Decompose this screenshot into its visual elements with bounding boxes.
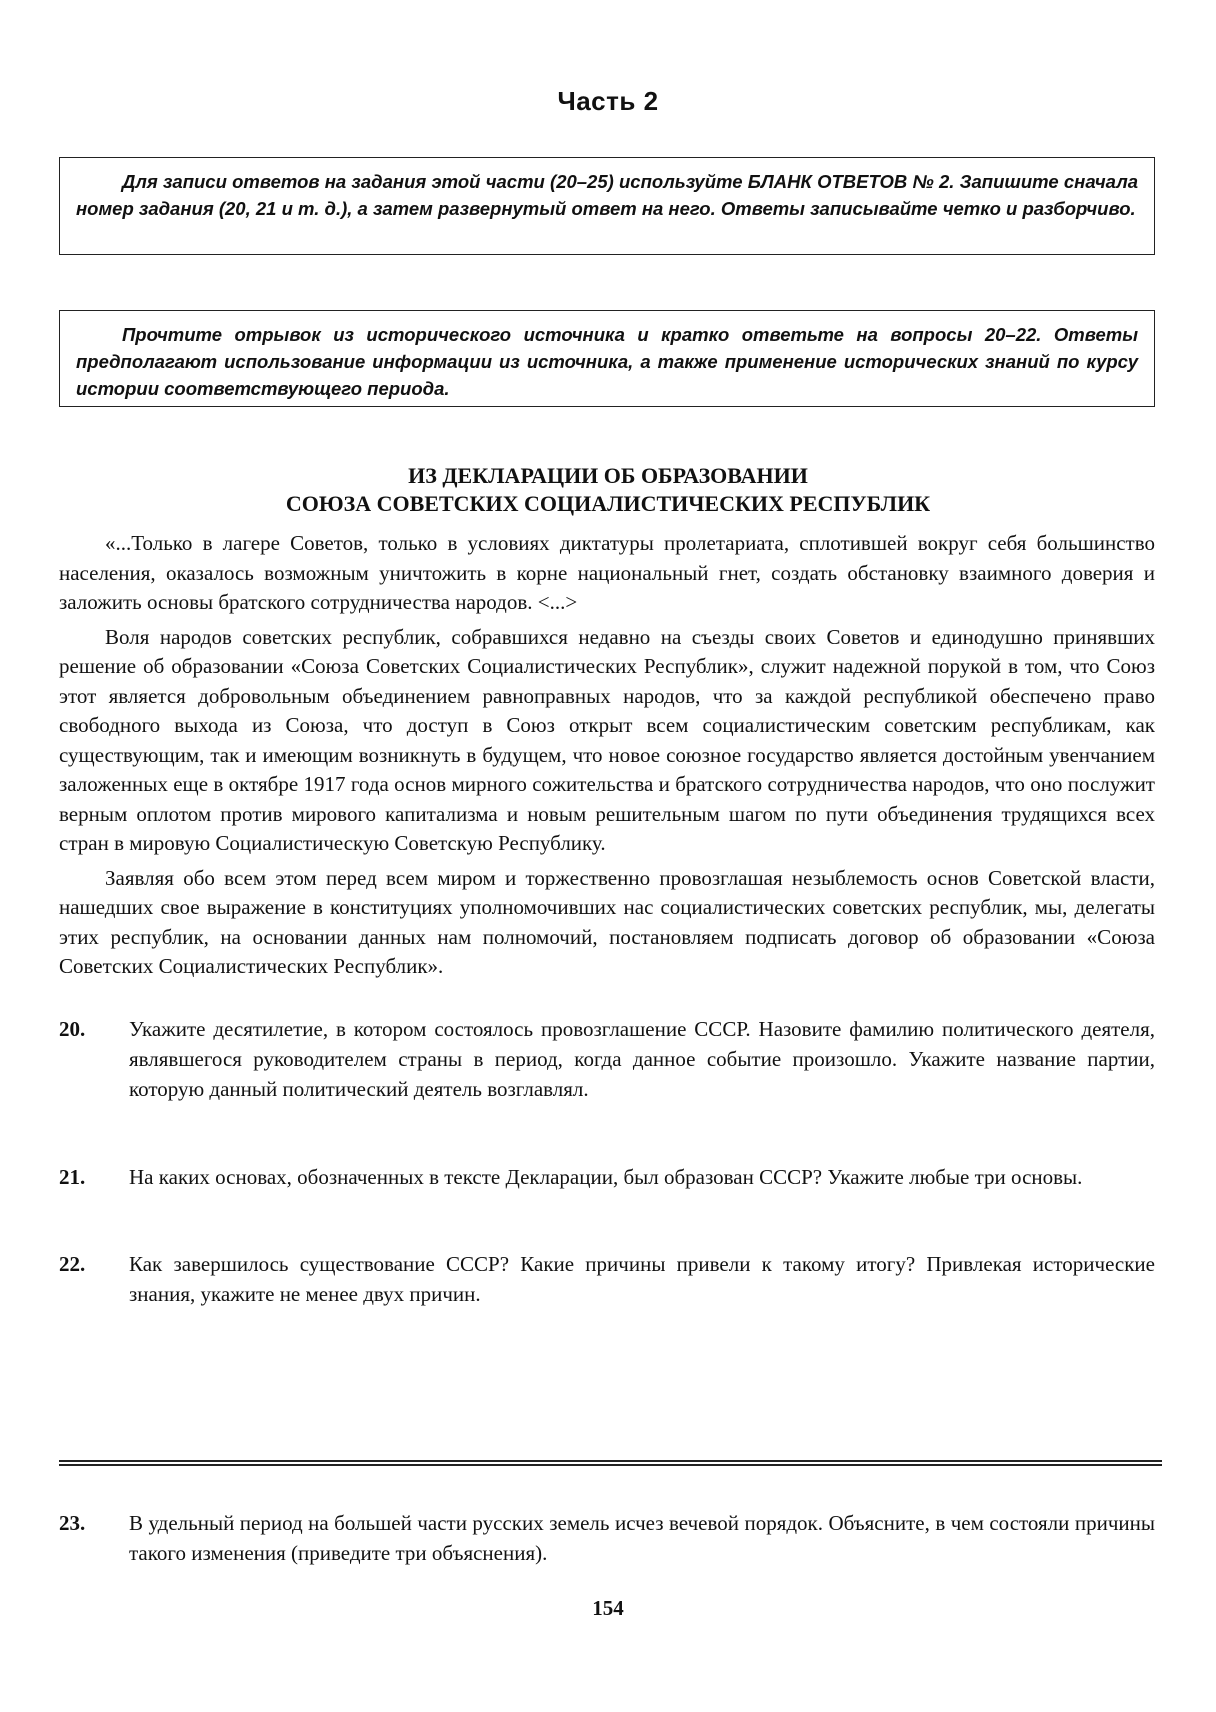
task-number: 21.: [59, 1165, 86, 1189]
source-title-line-1: ИЗ ДЕКЛАРАЦИИ ОБ ОБРАЗОВАНИИ: [408, 463, 808, 488]
source-title: [0, 462, 1216, 518]
source-excerpt: [59, 529, 1155, 987]
task-text: Укажите десятилетие, в котором состоялось провозглашение СССР. Назовите фамилию политического деятеля, являвшегося руководителем страны в период, когда данное событие произошло. Укажите название партии, которую данный политический деятель возглавлял.: [129, 1017, 1155, 1101]
task-23: [59, 1508, 1155, 1568]
task-number: 22.: [59, 1252, 86, 1276]
source-instructions-box: [59, 310, 1155, 407]
task-21: [59, 1162, 1155, 1192]
task-20: [59, 1014, 1155, 1104]
source-title-line-2: СОЮЗА СОВЕТСКИХ СОЦИАЛИСТИЧЕСКИХ РЕСПУБЛИК: [285, 491, 931, 516]
task-text: Как завершилось существование СССР? Какие причины привели к такому итогу? Привлекая исторические знания, укажите не менее двух причин.: [129, 1252, 1155, 1306]
source-instructions-text: Прочтите отрывок из исторического источника и кратко ответьте на вопросы 20–22. Ответы предполагают использование информации из источника, а также применение исторических знаний по курсу истории соответствующего периода.: [76, 324, 1138, 399]
source-paragraph: Воля народов советских республик, собравшихся недавно на съезды своих Советов и единодушно принявших решение об образовании «Союза Советских Социалистических Республик», служит надежной порукой в том, что Союз этот является добровольным объединением равноправных народов, что за каждой республикой обеспечено право свободного выхода из Союза, что доступ в Союз открыт всем социалистическим советским республикам, как существующим, так и имеющим возникнуть в будущем, что новое союзное государство является достойным увенчанием заложенных еще в октябре 1917 года основ мирного сожительства и братского сотрудничества народов, что оно послужит верным оплотом против мирового капитализма и новым решительным шагом по пути объединения трудящихся всех стран в мировую Социалистическую Советскую Республику.: [59, 624, 1155, 855]
task-text: В удельный период на большей части русских земель исчез вечевой порядок. Объясните, в чем состояли причины такого изменения (приведите три объяснения).: [129, 1511, 1155, 1565]
task-number: 20.: [59, 1017, 86, 1041]
section-divider: [59, 1460, 1162, 1466]
task-text: На каких основах, обозначенных в тексте Декларации, был образован СССР? Укажите любые три основы.: [129, 1165, 1083, 1189]
source-paragraph: «...Только в лагере Советов, только в условиях диктатуры пролетариата, сплотившей вокруг себя большинство населения, оказалось возможным уничтожить в корне национальный гнет, создать обстановку взаимного доверия и заложить основы братского сотрудничества народов. <...>: [59, 531, 1155, 614]
answer-instructions-text: Для записи ответов на задания этой части (20–25) используйте БЛАНК ОТВЕТОВ № 2. Запишите сначала номер задания (20, 21 и т. д.), а затем развернутый ответ на него. Ответы записывайте четко и разборчиво.: [76, 171, 1138, 219]
task-22: [59, 1249, 1155, 1309]
source-paragraph: Заявляя обо всем этом перед всем миром и торжественно провозглашая незыблемость основ Советской власти, нашедших свое выражение в конституциях уполномочивших нас социалистических советских республик, мы, делегаты этих республик, на основании данных нам полномочий, постановляем подписать договор об образовании «Союза Советских Социалистических Республик».: [59, 865, 1155, 978]
part-title: Часть 2: [557, 86, 659, 116]
answer-instructions-box: [59, 157, 1155, 255]
page-number: 154: [592, 1596, 624, 1620]
task-number: 23.: [59, 1511, 86, 1535]
